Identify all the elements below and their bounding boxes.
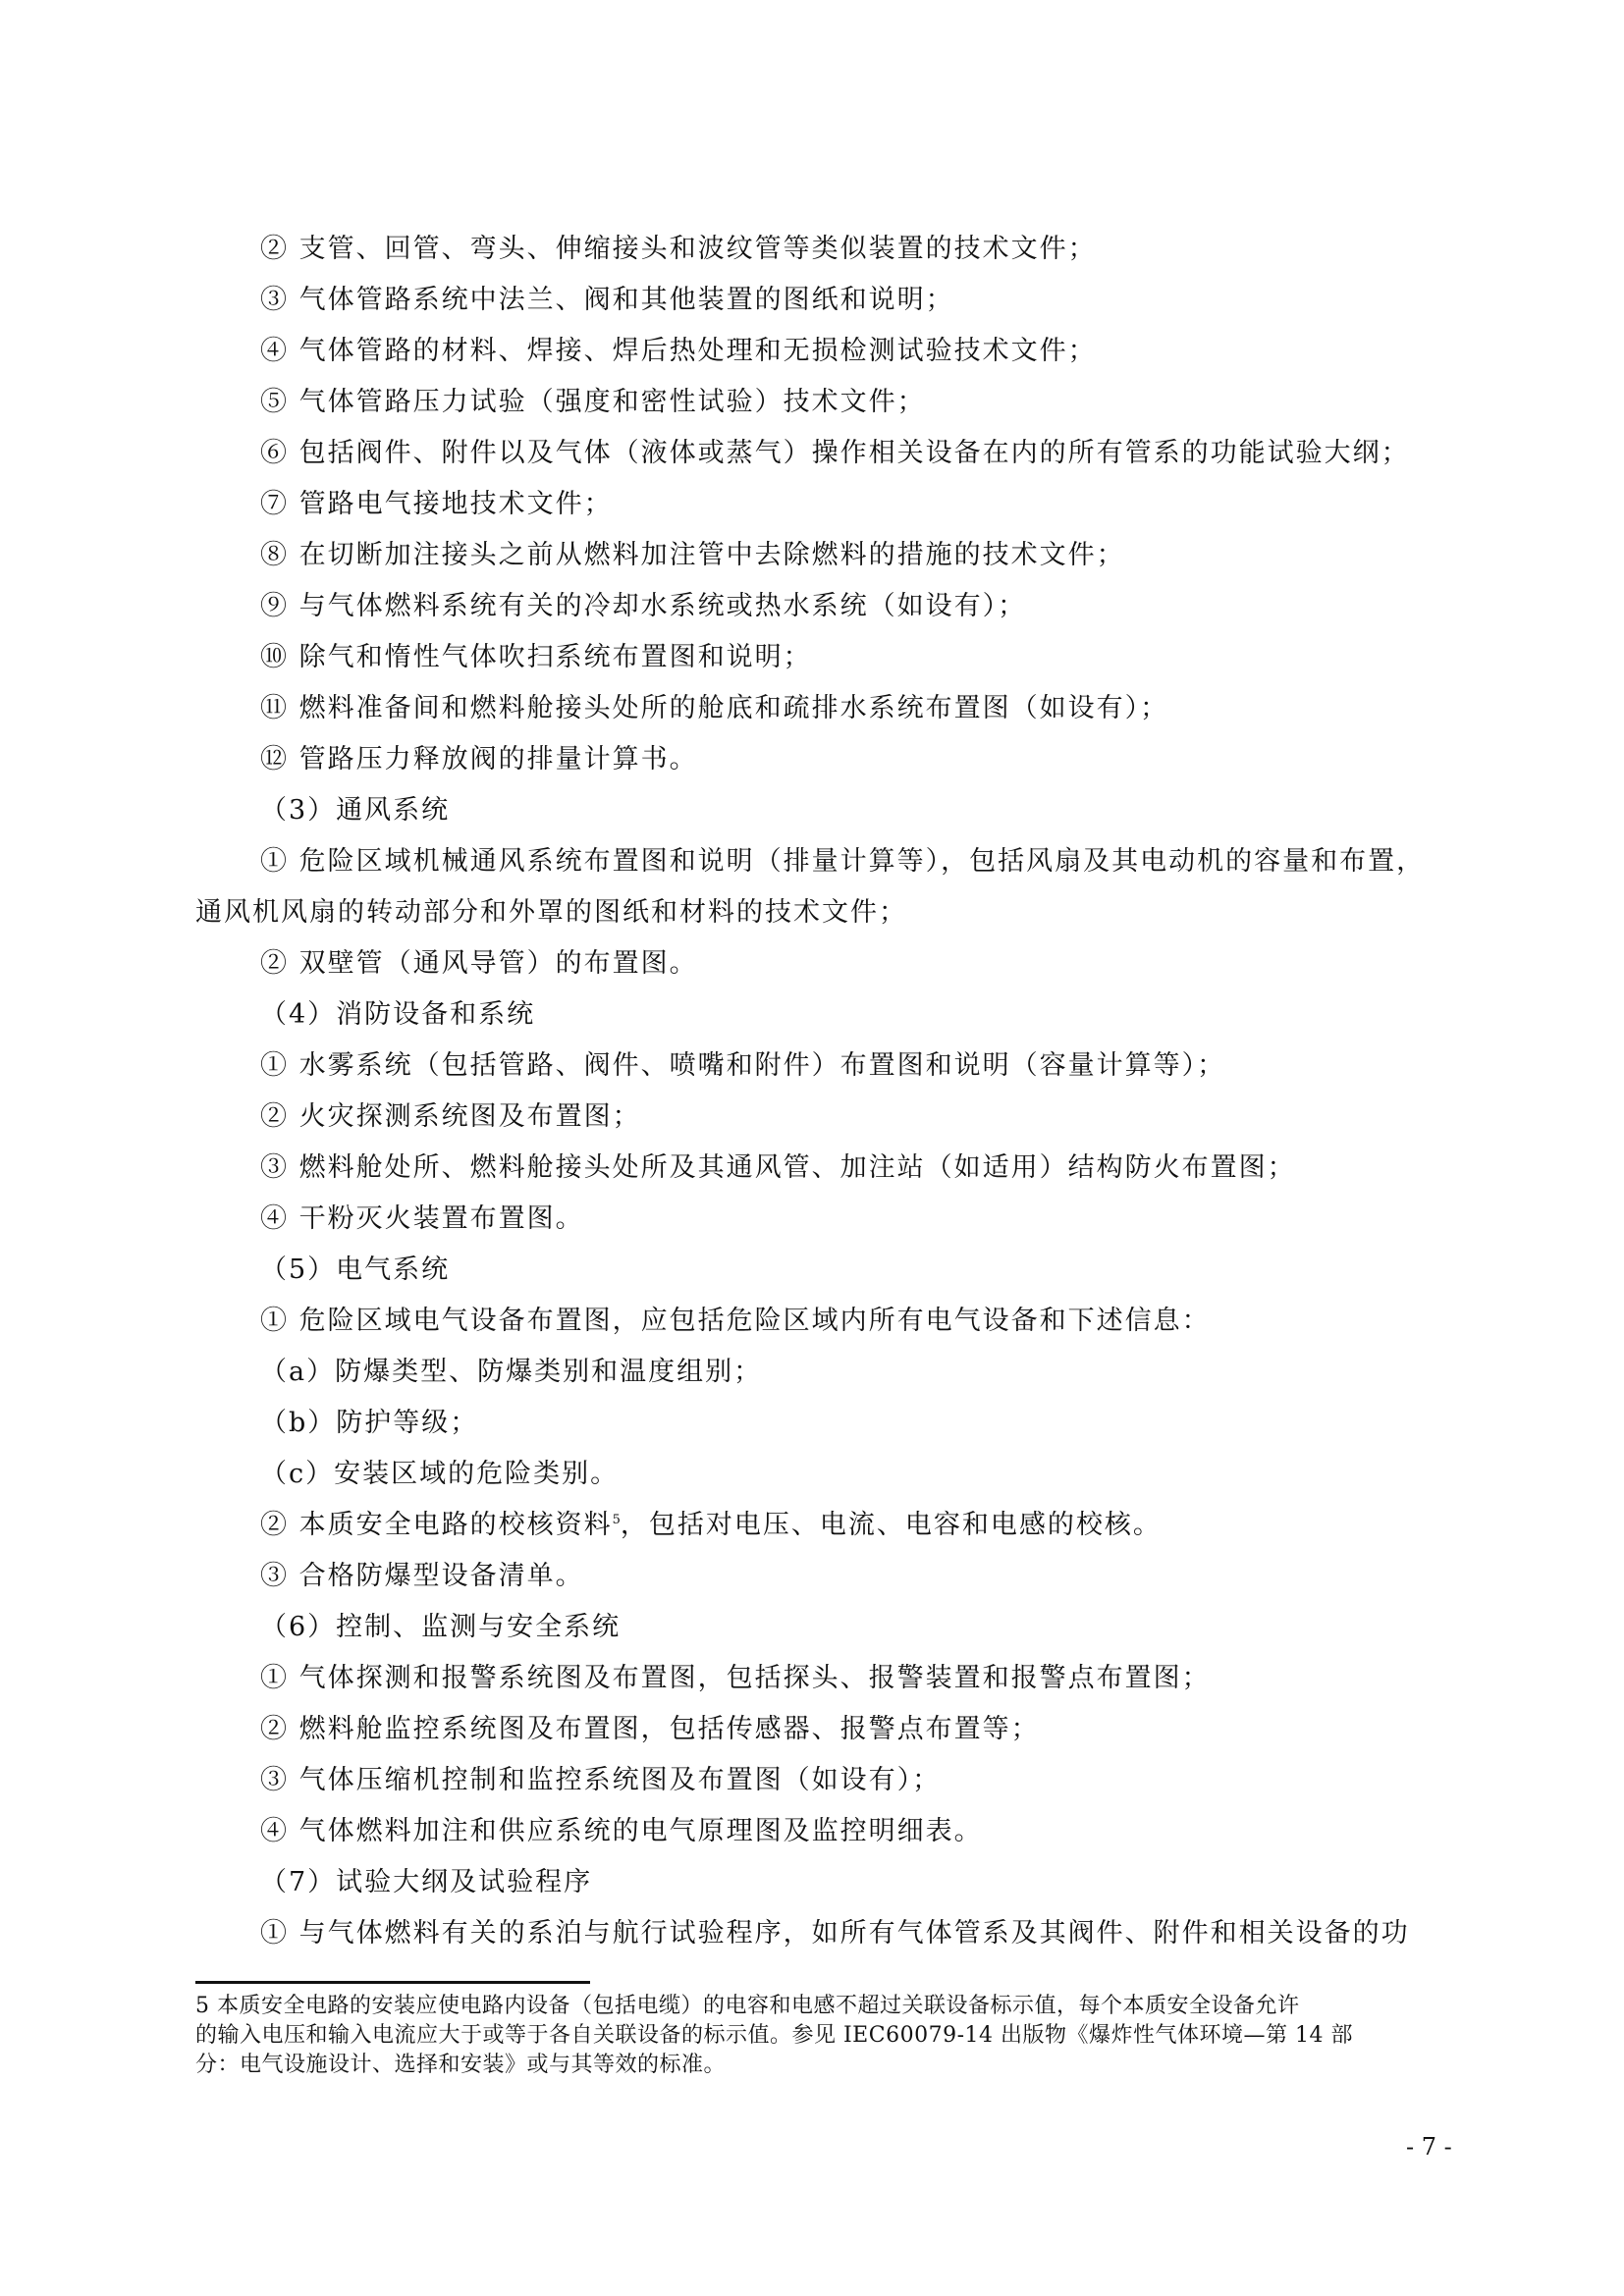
list-item-with-footnote — [260, 1509, 1162, 1542]
list-item: ② 燃料舱监控系统图及布置图，包括传感器、报警点布置等； — [260, 1714, 1040, 1744]
list-item: ③ 合格防爆型设备清单。 — [260, 1561, 584, 1591]
footnote-line: 5 本质安全电路的安装应使电路内设备（包括电缆）的电容和电感不超过关联设备标示值，每个本质安全设备允许 — [195, 1994, 1300, 2018]
section-heading: （3）通风系统 — [260, 795, 451, 826]
list-item: ⑥ 包括阀件、附件以及气体（液体或蒸气）操作相关设备在内的所有管系的功能试验大纲； — [260, 438, 1410, 468]
list-item: ⑧ 在切断加注接头之前从燃料加注管中去除燃料的措施的技术文件； — [260, 540, 1125, 570]
list-item-continuation: 通风机风扇的转动部分和外罩的图纸和材料的技术文件； — [195, 897, 907, 928]
list-item: ④ 干粉灭火装置布置图。 — [260, 1203, 584, 1234]
footnote-line: 的输入电压和输入电流应大于或等于各自关联设备的标示值。参见 IEC60079-14 出版物《爆炸性气体环境—第 14 部 — [195, 2023, 1353, 2048]
list-item-text-tail: ，包括对电压、电流、电容和电感的校核。 — [620, 1510, 1162, 1540]
footnote-reference[interactable]: 5 — [612, 1513, 621, 1527]
list-item: ① 与气体燃料有关的系泊与航行试验程序，如所有气体管系及其阀件、附件和相关设备的功 — [260, 1918, 1410, 1949]
list-item: ⑦ 管路电气接地技术文件； — [260, 489, 613, 519]
sub-list-item: （a）防爆类型、防爆类别和温度组别； — [260, 1357, 763, 1387]
list-item: ② 支管、回管、弯头、伸缩接头和波纹管等类似装置的技术文件； — [260, 234, 1097, 264]
list-item-text: ② 本质安全电路的校核资料 — [260, 1510, 613, 1540]
list-item: ② 火灾探测系统图及布置图； — [260, 1101, 641, 1132]
list-item: ③ 气体管路系统中法兰、阀和其他装置的图纸和说明； — [260, 285, 954, 315]
list-item: ① 水雾系统（包括管路、阀件、喷嘴和附件）布置图和说明（容量计算等）； — [260, 1050, 1226, 1081]
list-item: ① 气体探测和报警系统图及布置图，包括探头、报警装置和报警点布置图； — [260, 1663, 1211, 1693]
list-item: ⑩ 除气和惰性气体吹扫系统布置图和说明； — [260, 642, 812, 672]
footnote-line: 分：电气设施设计、选择和安装》或与其等效的标准。 — [195, 2053, 727, 2077]
footnote-divider — [195, 1981, 590, 1984]
section-heading: （5）电气系统 — [260, 1255, 451, 1285]
list-item: ① 危险区域机械通风系统布置图和说明（排量计算等），包括风扇及其电动机的容量和布置， — [260, 846, 1426, 877]
section-heading: （4）消防设备和系统 — [260, 999, 536, 1030]
sub-list-item: （b）防护等级； — [260, 1408, 479, 1438]
list-item: ③ 燃料舱处所、燃料舱接头处所及其通风管、加注站（如适用）结构防火布置图； — [260, 1152, 1296, 1183]
list-item: ⑪ 燃料准备间和燃料舱接头处所的舱底和疏排水系统布置图（如设有）； — [260, 693, 1169, 723]
list-item: ① 危险区域电气设备布置图，应包括危险区域内所有电气设备和下述信息： — [260, 1306, 1211, 1336]
sub-list-item: （c）安装区域的危险类别。 — [260, 1459, 620, 1489]
list-item: ⑤ 气体管路压力试验（强度和密性试验）技术文件； — [260, 387, 926, 417]
list-item: ⑫ 管路压力释放阀的排量计算书。 — [260, 744, 698, 774]
list-item: ⑨ 与气体燃料系统有关的冷却水系统或热水系统（如设有）； — [260, 591, 1027, 621]
list-item: ③ 气体压缩机控制和监控系统图及布置图（如设有）； — [260, 1765, 942, 1795]
page-number: - 7 - — [1406, 2133, 1452, 2161]
section-heading: （6）控制、监测与安全系统 — [260, 1612, 622, 1642]
list-item: ④ 气体管路的材料、焊接、焊后热处理和无损检测试验技术文件； — [260, 336, 1097, 366]
list-item: ④ 气体燃料加注和供应系统的电气原理图及监控明细表。 — [260, 1816, 983, 1846]
list-item: ② 双壁管（通风导管）的布置图。 — [260, 948, 698, 979]
section-heading: （7）试验大纲及试验程序 — [260, 1867, 593, 1897]
